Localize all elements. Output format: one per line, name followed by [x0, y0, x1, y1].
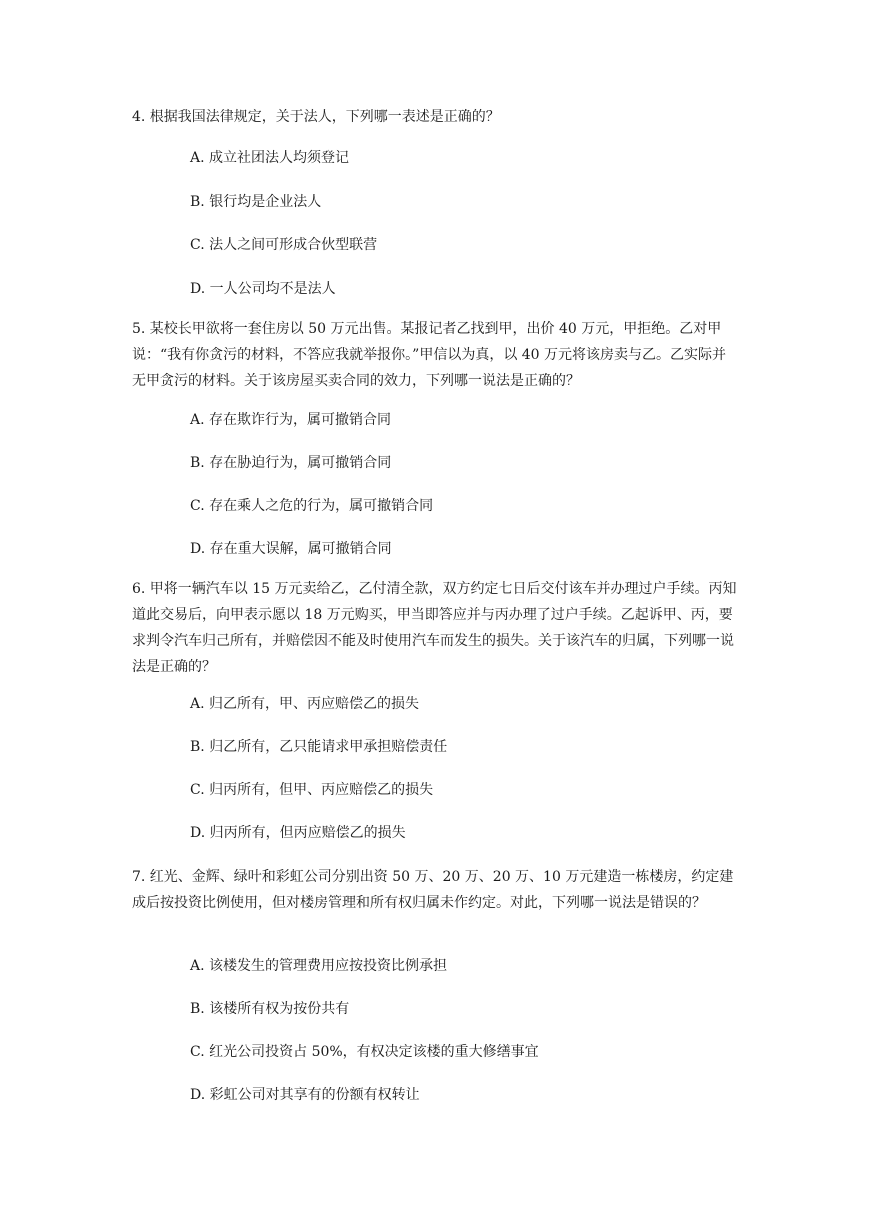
question-5-stem: 5. 某校长甲欲将一套住房以 50 万元出售。某报记者乙找到甲，出价 40 万元，甲拒绝。乙对甲说：“我有你贪污的材料，不答应我就举报你。”甲信以为真，以 40 万元将该房卖与乙。乙实际并无甲贪污的材料。关于该房屋买卖合同的效力，下列哪一说法是正确的？: [132, 321, 727, 389]
question-4-stem: 4. 根据我国法律规定，关于法人，下列哪一表述是正确的？: [132, 109, 500, 125]
question-5-option-a: A. 存在欺诈行为，属可撤销合同: [190, 412, 392, 428]
question-5-option-c: C. 存在乘人之危的行为，属可撤销合同: [190, 498, 434, 514]
question-4-option-c: C. 法人之间可形成合伙型联营: [190, 237, 378, 253]
question-7-option-a: A. 该楼发生的管理费用应按投资比例承担: [190, 958, 448, 974]
question-7-option-c: C. 红光公司投资占 50%，有权决定该楼的重大修缮事宜: [190, 1044, 539, 1060]
question-4-option-d: D. 一人公司均不是法人: [190, 281, 336, 297]
question-6-option-a: A. 归乙所有，甲、丙应赔偿乙的损失: [190, 696, 420, 712]
question-5-option-d: D. 存在重大误解，属可撤销合同: [190, 541, 392, 557]
question-4-option-b: B. 银行均是企业法人: [190, 194, 322, 210]
question-7-option-b: B. 该楼所有权为按份共有: [190, 1001, 350, 1017]
question-5-option-b: B. 存在胁迫行为，属可撤销合同: [190, 455, 392, 471]
question-7-option-d: D. 彩虹公司对其享有的份额有权转让: [190, 1087, 420, 1103]
question-4-option-a: A. 成立社团法人均须登记: [190, 150, 350, 166]
question-7-stem: 7. 红光、金辉、绿叶和彩虹公司分别出资 50 万、20 万、20 万、10 万元建造一栋楼房，约定建成后按投资比例使用，但对楼房管理和所有权归属未作约定。对此，下列哪一说法是错误的？: [132, 869, 734, 911]
question-6-option-d: D. 归丙所有，但丙应赔偿乙的损失: [190, 825, 406, 841]
question-6-option-b: B. 归乙所有，乙只能请求甲承担赔偿责任: [190, 739, 448, 755]
question-6-stem: 6. 甲将一辆汽车以 15 万元卖给乙，乙付清全款，双方约定七日后交付该车并办理过户手续。丙知道此交易后，向甲表示愿以 18 万元购买，甲当即答应并与丙办理了过户手续。乙起诉甲、丙，要求判令汽车归己所有，并赔偿因不能及时使用汽车而发生的损失。关于该汽车的归属，下列哪一说法是正确的？: [132, 581, 737, 675]
question-6-option-c: C. 归丙所有，但甲、丙应赔偿乙的损失: [190, 782, 434, 798]
